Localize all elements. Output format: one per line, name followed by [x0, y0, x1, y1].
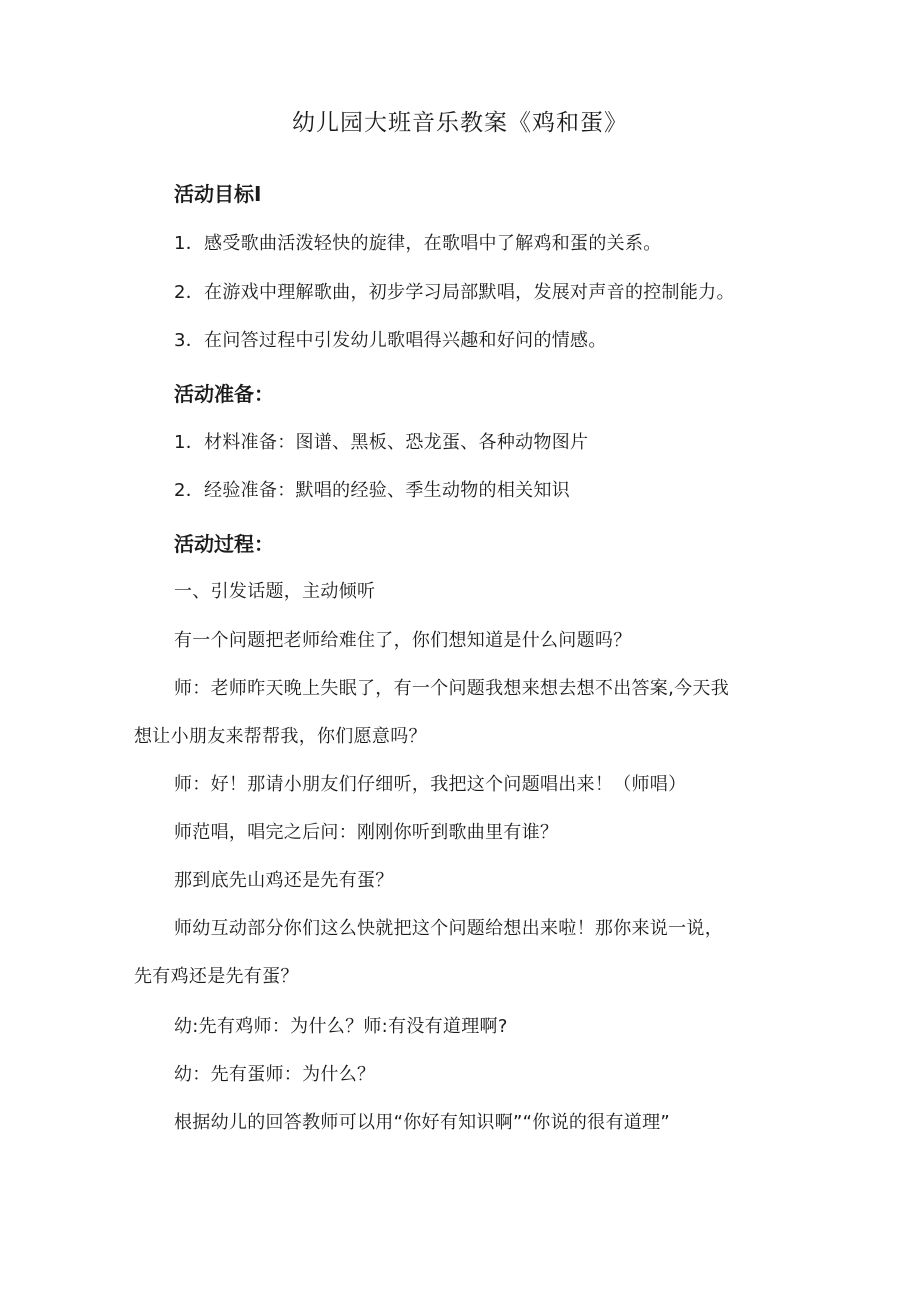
process-line-4: 想让小朋友来帮帮我，你们愿意吗？: [134, 726, 427, 747]
section-heading-process: 活动过程：: [174, 532, 274, 556]
process-line-12: 根据幼儿的回答教师可以用“你好有知识啊”“你说的很有道理”: [174, 1112, 670, 1133]
section-heading-goals: 活动目标I: [174, 182, 262, 206]
prep-item-1: 1．材料准备：图谱、黑板、恐龙蛋、各种动物图片: [174, 432, 589, 453]
process-line-10: 幼:先有鸡师：为什么？师:有没有道理啊?: [174, 1016, 508, 1037]
process-line-3: 师：老师昨天晚上失眠了，有一个问题我想来想去想不出答案,今天我: [174, 678, 730, 699]
goal-item-2: 2．在游戏中理解歌曲，初步学习局部默唱，发展对声音的控制能力。: [174, 282, 735, 303]
process-line-9: 先有鸡还是先有蛋？: [134, 966, 299, 987]
process-line-1: 一、引发话题，主动倾听: [174, 581, 376, 602]
goal-item-1: 1．感受歌曲活泼轻快的旋律，在歌唱中了解鸡和蛋的关系。: [174, 233, 662, 254]
process-line-6: 师范唱，唱完之后问：刚刚你听到歌曲里有谁？: [174, 822, 559, 843]
process-line-8: 师幼互动部分你们这么快就把这个问题给想出来啦！那你来说一说，: [174, 918, 723, 939]
section-heading-prep: 活动准备：: [174, 382, 274, 406]
prep-item-2: 2．经验准备：默唱的经验、季生动物的相关知识: [174, 480, 571, 501]
goal-item-3: 3．在问答过程中引发幼儿歌唱得兴趣和好问的情感。: [174, 330, 607, 351]
process-line-7: 那到底先山鸡还是先有蛋？: [174, 870, 394, 891]
process-line-5: 师：好！那请小朋友们仔细听，我把这个问题唱出来！（师唱）: [174, 774, 687, 795]
process-line-2: 有一个问题把老师给难住了，你们想知道是什么问题吗？: [174, 630, 632, 651]
process-line-11: 幼：先有蛋师：为什么？: [174, 1064, 376, 1085]
document-title: 幼儿园大班音乐教案《鸡和蛋》: [292, 110, 628, 136]
